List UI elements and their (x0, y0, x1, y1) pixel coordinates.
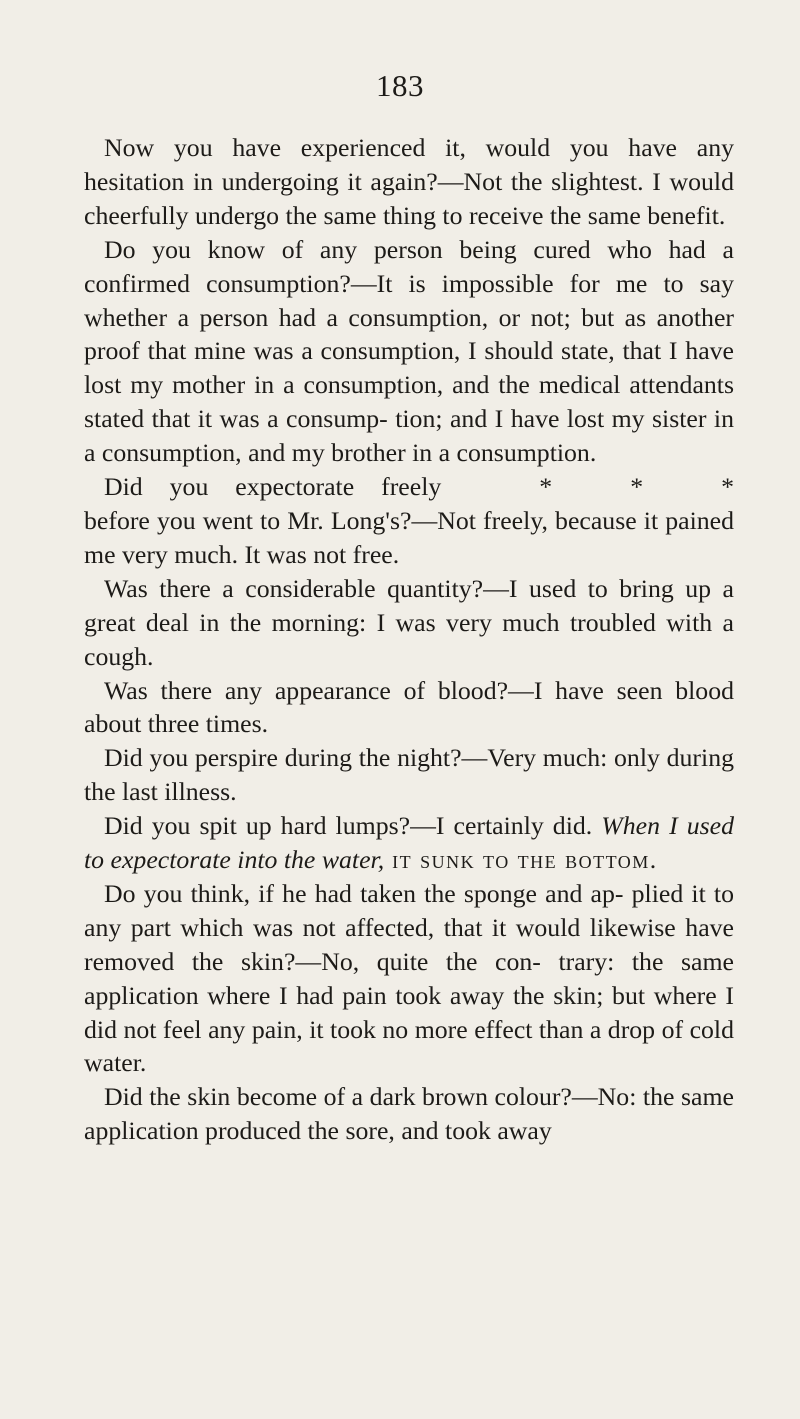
paragraph: Do you think, if he had taken the sponge and ap- plied it to any part which was not affected, that it would likewise have removed the skin?—No, quite the con- trary: the same application where I had pain took away the skin; but where I did not feel any pain, it took no more effect than a drop of cold water. (84, 878, 734, 1078)
small-caps-text: it sunk to the bottom. (384, 845, 658, 875)
asterisk-ornament (441, 470, 734, 504)
paragraph (84, 809, 734, 877)
paragraph: Did you perspire during the night?—Very much: only during the last illness. (84, 743, 734, 807)
paragraph: Was there a considerable quantity?—I used to bring up a great deal in the morning: I was very much troubled with a cough. (84, 573, 734, 671)
page-number: 183 (376, 68, 424, 103)
paragraph: Now you have experienced it, would you have any hesitation in undergoing it again?—Not the slightest. I would cheerfully undergo the same thing to receive the same benefit. (84, 133, 734, 230)
paragraph: Did the skin become of a dark brown colour?—No: the same application produced the sore, and took away (84, 1082, 734, 1146)
body-text (84, 131, 734, 1148)
paragraph-text: Did you spit up hard lumps?—I certainly did. (104, 811, 602, 841)
asterisk: * (539, 472, 553, 502)
paragraph: Did you expectorate freely before you went to Mr. Long's?—Not freely, because it pained me very much. It was not free. (84, 472, 734, 569)
italic-quote: When I used to expectorate into the water, (84, 811, 734, 875)
paragraph-text: Do you know of any person being cured who had a confirmed consumption?—It is impossible for me to say whether a person had a consumption, or not; but as another proof that mine was a consumption, I should state, that I have lost my mother in a consumption, and the medical attendants stated that it was a consump- tion; and I have lost my sister in a consumption, and my brother in a consumption. (84, 234, 734, 468)
asterisk: * (721, 472, 734, 502)
paragraph (84, 233, 734, 502)
paragraph: Was there any appearance of blood?—I have seen blood about three times. (84, 675, 734, 739)
asterisk: * (630, 472, 644, 502)
